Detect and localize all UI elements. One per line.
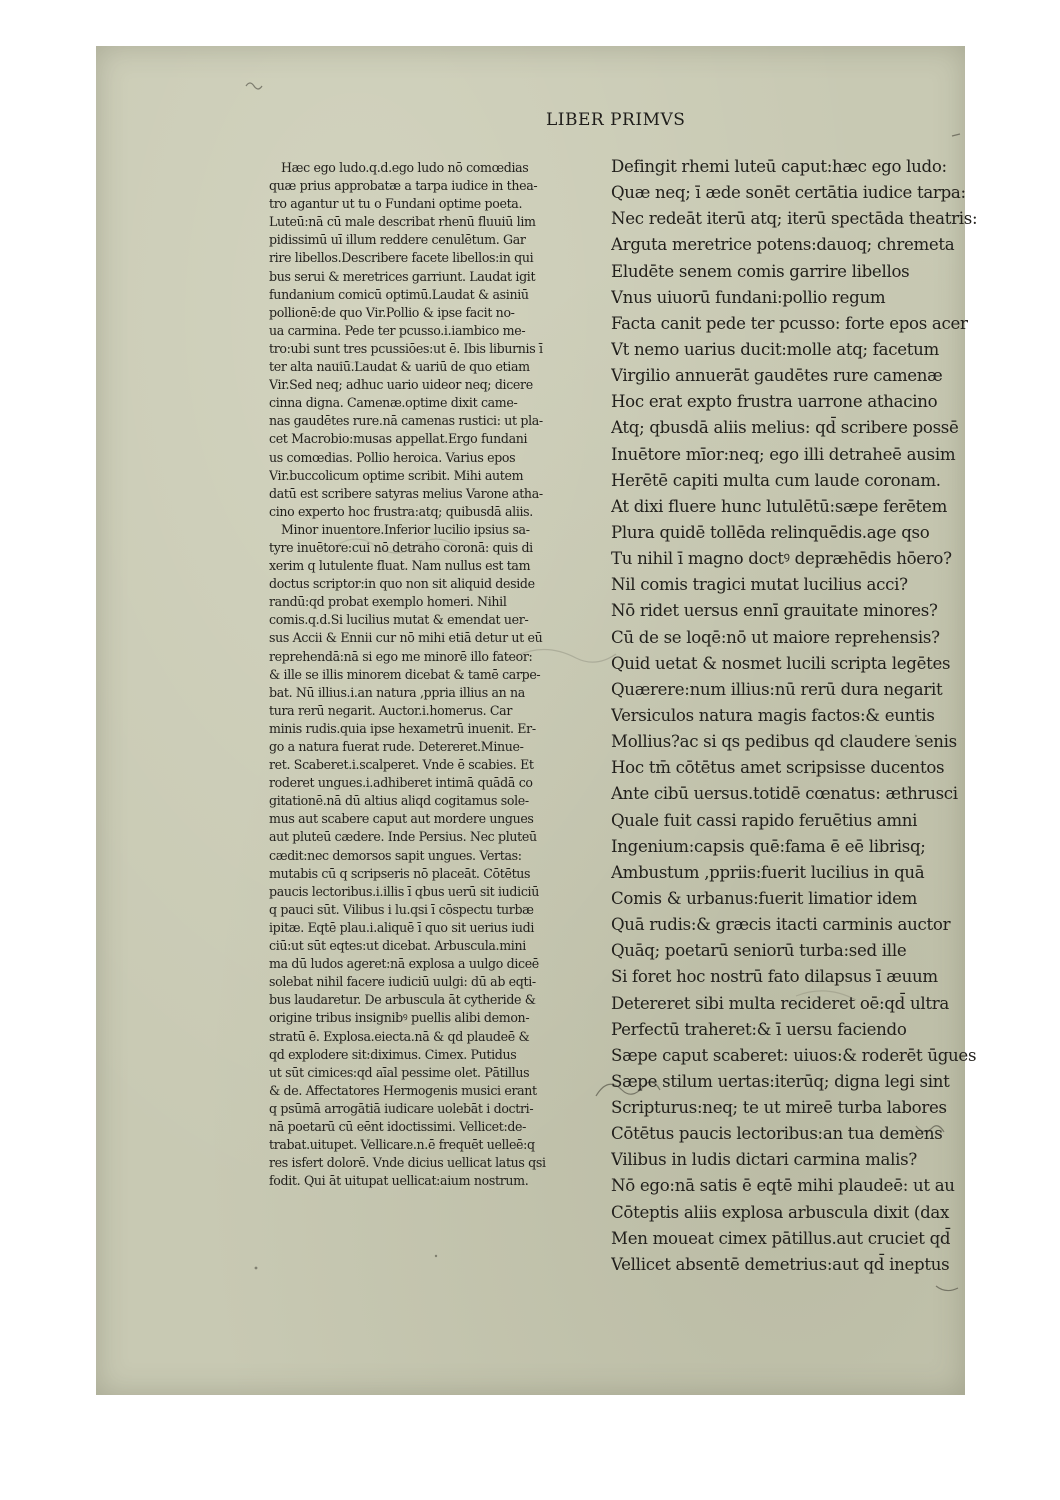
commentary-line: res isfert dolorē. Vnde dicius uellicat latus qsi	[269, 1155, 546, 1171]
verse-line: Hoc tm̄ cōtētus amet scripsisse ducentos	[611, 758, 945, 778]
commentary-line: q psūmā arrogātiā iudicare uolebāt i doctri‑	[269, 1100, 534, 1116]
verse-line: Ingenium:capsis quē:fama ē eē librisq;	[611, 836, 926, 856]
commentary-line: bus laudaretur. De arbuscula āt cytheride &	[269, 992, 536, 1008]
commentary-line: pollionē:de quo Vir.Pollio & ipse facit no‑	[269, 304, 515, 320]
commentary-line: ma dū ludos ageret:nā explosa a uulgo diceē	[269, 956, 539, 972]
running-head: LIBER PRIMVS	[546, 110, 686, 130]
commentary-line: rire libellos.Describere facete libellos:in qui	[269, 250, 534, 266]
commentary-line: us comœdias. Pollio heroica. Varius epos	[269, 449, 516, 465]
verse-line: Eludēte senem comis garrire libellos	[611, 261, 910, 281]
verse-line: Versiculos natura magis factos:& euntis	[611, 705, 935, 725]
commentary-line: aut pluteū cædere. Inde Persius. Nec pluteū	[269, 829, 537, 845]
commentary-line: ua carmina. Pede ter pcusso.i.iambico me‑	[269, 322, 526, 338]
verse-line: Sæpe stilum uertas:iterūq; digna legi sint	[611, 1071, 950, 1091]
verse-line: Quā rudis:& græcis itacti carminis auctor	[611, 915, 951, 935]
commentary-line: Hæc ego ludo.q.d.ego ludo nō comœdias	[281, 160, 529, 175]
commentary-column	[269, 159, 611, 1190]
commentary-line: nā poetarū cū eēnt idoctissimi. Vellicet:de‑	[269, 1118, 527, 1134]
verse-line: Ante cibū uersus.totidē cœnatus: æthrusci	[611, 784, 958, 804]
commentary-line: cino experto hoc frustra:atq; quibusdā aliis.	[269, 503, 533, 519]
verse-line: Atq; qbusdā aliis melius: qd̄ scribere possē	[611, 418, 959, 438]
verse-line: Nil comis tragici mutat lucilius acci?	[611, 575, 908, 595]
commentary-line: & de. Affectatores Hermogenis musici erant	[269, 1082, 537, 1098]
verse-line: Quæ neq; ī æde sonēt certātia iudice tarpa:	[611, 183, 966, 203]
commentary-line: reprehendā:nā si ego me minorē illo fateor:	[269, 648, 533, 664]
verse-line: Si foret hoc nostrū fato dilapsus ī æuum	[611, 967, 938, 987]
verse-line: Cōteptis aliis explosa arbuscula dixit (dax	[611, 1202, 950, 1222]
verse-line: Quāq; poetarū seniorū turba:sed ille	[611, 941, 907, 961]
commentary-line: origine tribus insignibꝰ puellis alibi demon‑	[269, 1010, 530, 1026]
commentary-line: ut sūt cimices:qd aīal pessime olet. Pātillus	[269, 1064, 530, 1080]
commentary-line: roderet ungues.i.adhiberet intimā quādā co	[269, 775, 533, 791]
commentary-line: gitationē.nā dū altius aliqd cogitamus sole‑	[269, 793, 529, 809]
verse-line: Nō ridet uersus ennī grauitate minores?	[611, 601, 938, 621]
verse-line: Vilibus in ludis dictari carmina malis?	[611, 1150, 917, 1170]
commentary-line: q pauci sūt. Vilibus i lu.qsi ī cōspectu turbæ	[269, 901, 534, 917]
commentary-line: nas gaudētes rure.nā camenas rustici: ut pla‑	[269, 413, 543, 429]
verse-column	[611, 154, 1011, 1278]
commentary-line: trabat.uitupet. Vellicare.n.ē frequēt uelleē:q	[269, 1137, 535, 1153]
verse-line: At dixi fluere hunc lutulētū:sæpe ferētem	[611, 496, 948, 516]
verse-line: Vnus uiuorū fundani:pollio regum	[611, 287, 886, 307]
commentary-line: ret. Scaberet.i.scalperet. Vnde ē scabies. Et	[269, 757, 534, 773]
commentary-line: & ille se illis minorem dicebat & tamē carpe‑	[269, 666, 541, 682]
commentary-line: mutabis cū q scripseris nō placeāt. Cōtētus	[269, 865, 531, 881]
verse-line: Ambustum ,ppriis:fuerit lucilius in quā	[611, 862, 925, 882]
commentary-line: sus Accii & Ennii cur nō mihi etiā detur ut eū	[269, 630, 543, 646]
commentary-line: Luteū:nā cū male describat rhenū fluuiū lim	[269, 214, 536, 230]
verse-line: Nō ego:nā satis ē eqtē mihi plaudeē: ut au	[611, 1176, 955, 1196]
commentary-line: paucis lectoribus.i.illis ī qbus uerū sit iudiciū	[269, 883, 539, 899]
commentary-line: fodit. Qui āt uitupat uellicat:aium nostrum.	[269, 1173, 529, 1189]
verse-line: Men moueat cimex pātillus.aut cruciet qd̄	[611, 1228, 951, 1248]
commentary-line: ciū:ut sūt eqtes:ut dicebat. Arbuscula.mini	[269, 938, 526, 954]
verse-line: Arguta meretrice potens:dauoq; chremeta	[611, 235, 955, 255]
commentary-line: Vir.Sed neq; adhuc uario uideor neq; dicere	[269, 377, 533, 393]
verse-line: Herētē capiti multa cum laude coronam.	[611, 470, 941, 490]
verse-line: Cōtētus paucis lectoribus:an tua demens	[611, 1124, 943, 1144]
commentary-line: Minor inuentore.Inferior lucilio ipsius sa‑	[281, 521, 530, 537]
verse-line: Detereret sibi multa recideret oē:qd̄ ultra	[611, 993, 949, 1013]
verse-line: Inuētore mīor:neq; ego illi detraheē ausim	[611, 444, 956, 464]
commentary-line: stratū ē. Explosa.eiecta.nā & qd plaudeē &	[269, 1028, 530, 1044]
verse-line: Vellicet absentē demetrius:aut qd̄ ineptus	[611, 1254, 950, 1274]
verse-line: Perfectū traheret:& ī uersu faciendo	[611, 1019, 907, 1039]
commentary-line: comis.q.d.Si lucilius mutat & emendat uer‑	[269, 612, 529, 628]
commentary-line: cædit:nec demorsos sapit ungues. Vertas:	[269, 847, 522, 863]
commentary-line: cinna digna. Camenæ.optime dixit came‑	[269, 395, 518, 411]
verse-line: Comis & urbanus:fuerit limatior idem	[611, 888, 918, 908]
commentary-line: go a natura fuerat rude. Detereret.Minue‑	[269, 739, 524, 754]
scanned-page	[96, 46, 978, 1395]
verse-line: Vt nemo uarius ducit:molle atq; facetum	[611, 339, 939, 359]
commentary-line: fundanium comicū optimū.Laudat & asiniū	[269, 286, 529, 302]
commentary-line: qd explodere sit:diximus. Cimex. Putidus	[269, 1046, 517, 1062]
commentary-line: doctus scriptor:in quo non sit aliquid deside	[269, 576, 535, 592]
commentary-line: ter alta nauiū.Laudat & uariū de quo etiam	[269, 359, 530, 375]
verse-line: Scripturus:neq; te ut mireē turba labores	[611, 1098, 947, 1118]
verse-line: Virgilio annuerāt gaudētes rure camenæ	[611, 366, 943, 386]
commentary-line: xerim q lutulente fluat. Nam nullus est tam	[269, 558, 531, 574]
verse-line: Sæpe caput scaberet: uiuos:& roderēt ūgues	[611, 1045, 977, 1065]
verse-line: Quid uetat & nosmet lucili scripta legētes	[611, 653, 951, 673]
margin-flourish-top	[246, 83, 262, 89]
verse-line: Plura quidē tollēda relinquēdis.age qso	[611, 522, 930, 542]
commentary-line: datū est scribere satyras melius Varone atha‑	[269, 485, 543, 501]
commentary-line: mus aut scabere caput aut mordere ungues	[269, 811, 534, 827]
commentary-line: tyre inuētore:cui nō detraho coronā: quis di	[269, 539, 533, 555]
commentary-line: cet Macrobio:musas appellat.Ergo fundani	[269, 431, 528, 447]
commentary-line: minis rudis.quia ipse hexametrū inuenit. Er‑	[269, 720, 536, 736]
commentary-line: pidissimū uī illum reddere cenulētum. Gar	[269, 232, 526, 248]
verse-line: Defingit rhemi luteū caput:hæc ego ludo:	[611, 157, 947, 176]
commentary-line: quæ prius approbatæ a tarpa iudice in thea‑	[269, 178, 538, 194]
commentary-line: bus serui & meretrices garriunt. Laudat igit	[269, 268, 536, 284]
commentary-line: Vir.buccolicum optime scribit. Mihi autem	[269, 467, 524, 483]
commentary-line: ipitæ. Eqtē plau.i.aliquē ī quo sit uerius iudi	[269, 919, 535, 935]
verse-line: Facta canit pede ter pcusso: forte epos acer	[611, 313, 968, 333]
verse-line: Cū de se loqē:nō ut maiore reprehensis?	[611, 627, 940, 647]
commentary-line: tro agantur ut tu o Fundani optime poeta.	[269, 196, 523, 212]
verse-line: Quærere:num illius:nū rerū dura negarit	[611, 679, 943, 699]
verse-line: Quale fuit cassi rapido feruētius amni	[611, 810, 918, 830]
verse-line: Mollius?ac si qs pedibus qd claudere senis	[611, 732, 957, 752]
commentary-line: randū:qd probat exemplo homeri. Nihil	[269, 594, 507, 610]
margin-flourish-bottom	[936, 1286, 958, 1291]
verse-line: Tu nihil ī magno doctꝰ depræhēdis hōero?	[611, 549, 952, 569]
commentary-line: tura rerū negarit. Auctor.i.homerus. Car	[269, 702, 512, 718]
verse-line: Nec redeāt iterū atq; iterū spectāda theatris:	[611, 209, 978, 229]
commentary-line: tro:ubi sunt tres pcussiōes:ut ē. Ibis liburnis ī	[269, 340, 543, 356]
commentary-line: bat. Nū illius.i.an natura ,ppria illius an na	[269, 684, 525, 700]
verse-line: Hoc erat expto frustra uarrone athacino	[611, 392, 938, 412]
commentary-line: solebat nihil facere iudiciū uulgi: dū ab eqti‑	[269, 974, 536, 990]
